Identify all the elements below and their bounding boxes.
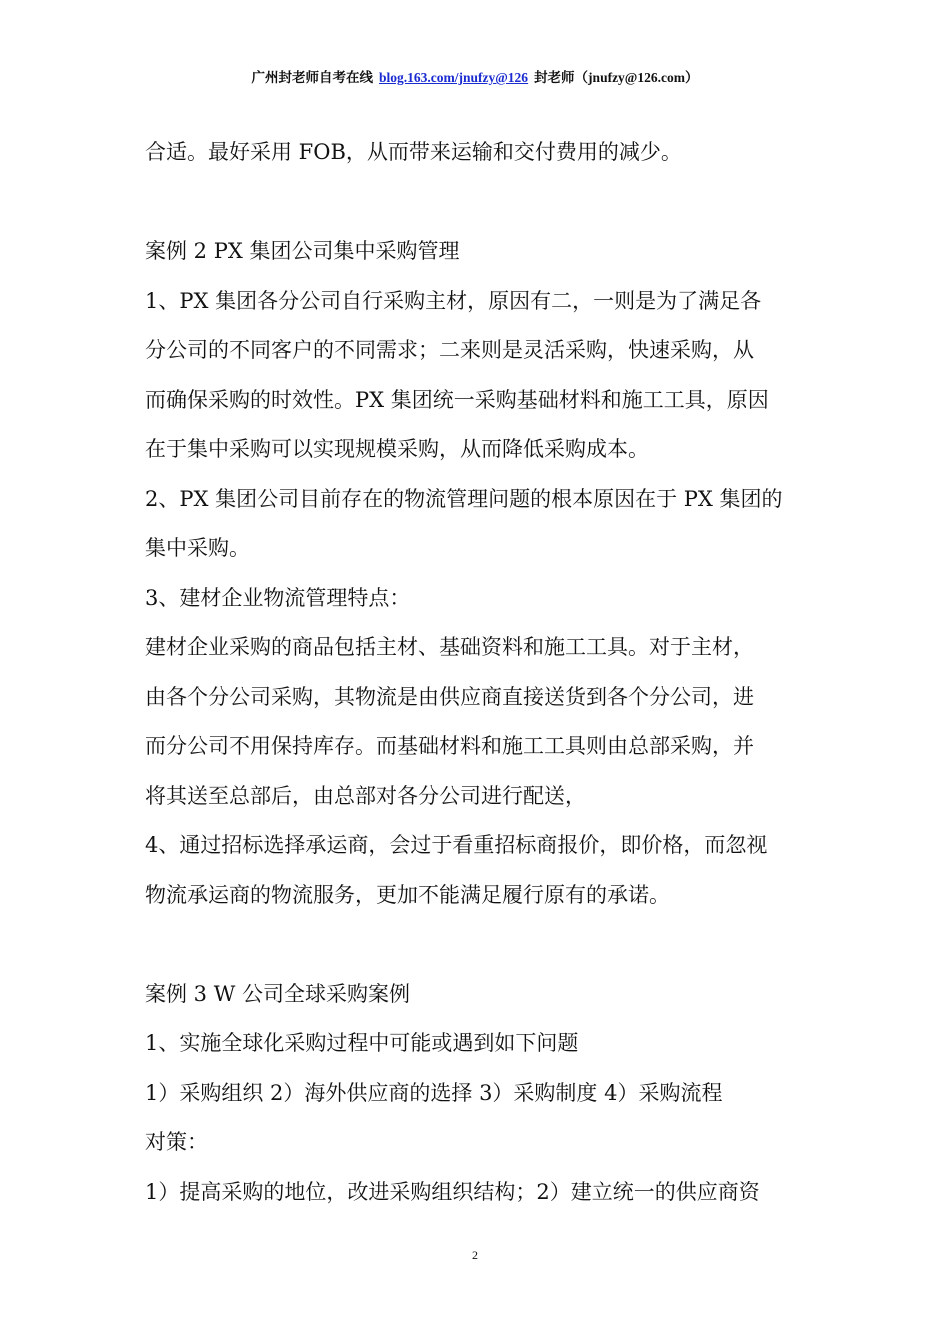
text-line: 分公司的不同客户的不同需求；二来则是灵活采购，快速采购，从 xyxy=(145,338,754,362)
text-line: 对策： xyxy=(145,1130,208,1154)
text-line: 1、实施全球化采购过程中可能或遇到如下问题 xyxy=(145,1031,579,1055)
text-line: 而分公司不用保持库存。而基础材料和施工工具则由总部采购，并 xyxy=(145,734,754,758)
header-site-name: 广州封老师自考在线 xyxy=(251,70,373,85)
text-line: 合适。最好采用 FOB，从而带来运输和交付费用的减少。 xyxy=(145,140,682,164)
blank-line xyxy=(145,920,817,970)
header-contact: 封老师（jnufzy@126.com） xyxy=(534,70,699,85)
text-line: 1）采购组织 2）海外供应商的选择 3）采购制度 4）采购流程 xyxy=(145,1080,723,1105)
text-line: 在于集中采购可以实现规模采购，从而降低采购成本。 xyxy=(145,437,649,461)
header-blog-link[interactable]: blog.163.com/jnufzy@126 xyxy=(379,70,529,85)
text-line: 而确保采购的时效性。PX 集团统一采购基础材料和施工工具，原因 xyxy=(145,387,769,412)
case-heading: 案例 2 PX 集团公司集中采购管理 xyxy=(145,239,460,263)
page-number: 2 xyxy=(472,1248,478,1262)
text-line: 3、建材企业物流管理特点： xyxy=(145,585,411,610)
text-line: 1、PX 集团各分公司自行采购主材，原因有二，一则是为了满足各 xyxy=(145,288,762,313)
blank-line xyxy=(145,178,817,228)
text-line: 1）提高采购的地位，改进采购组织结构；2）建立统一的供应商资 xyxy=(145,1179,760,1204)
text-line: 集中采购。 xyxy=(145,536,250,560)
text-line: 建材企业采购的商品包括主材、基础资料和施工工具。对于主材， xyxy=(145,635,754,659)
text-line: 4、通过招标选择承运商，会过于看重招标商报价，即价格，而忽视 xyxy=(145,833,768,857)
case-heading: 案例 3 W 公司全球采购案例 xyxy=(145,981,410,1006)
page-header xyxy=(0,66,950,86)
text-line: 将其送至总部后，由总部对各分公司进行配送， xyxy=(145,783,586,808)
document-body xyxy=(145,128,817,1217)
text-line: 由各个分公司采购，其物流是由供应商直接送货到各个分公司，进 xyxy=(145,684,754,709)
text-line: 物流承运商的物流服务，更加不能满足履行原有的承诺。 xyxy=(145,882,670,907)
text-line: 2、PX 集团公司目前存在的物流管理问题的根本原因在于 PX 集团的 xyxy=(145,486,783,511)
